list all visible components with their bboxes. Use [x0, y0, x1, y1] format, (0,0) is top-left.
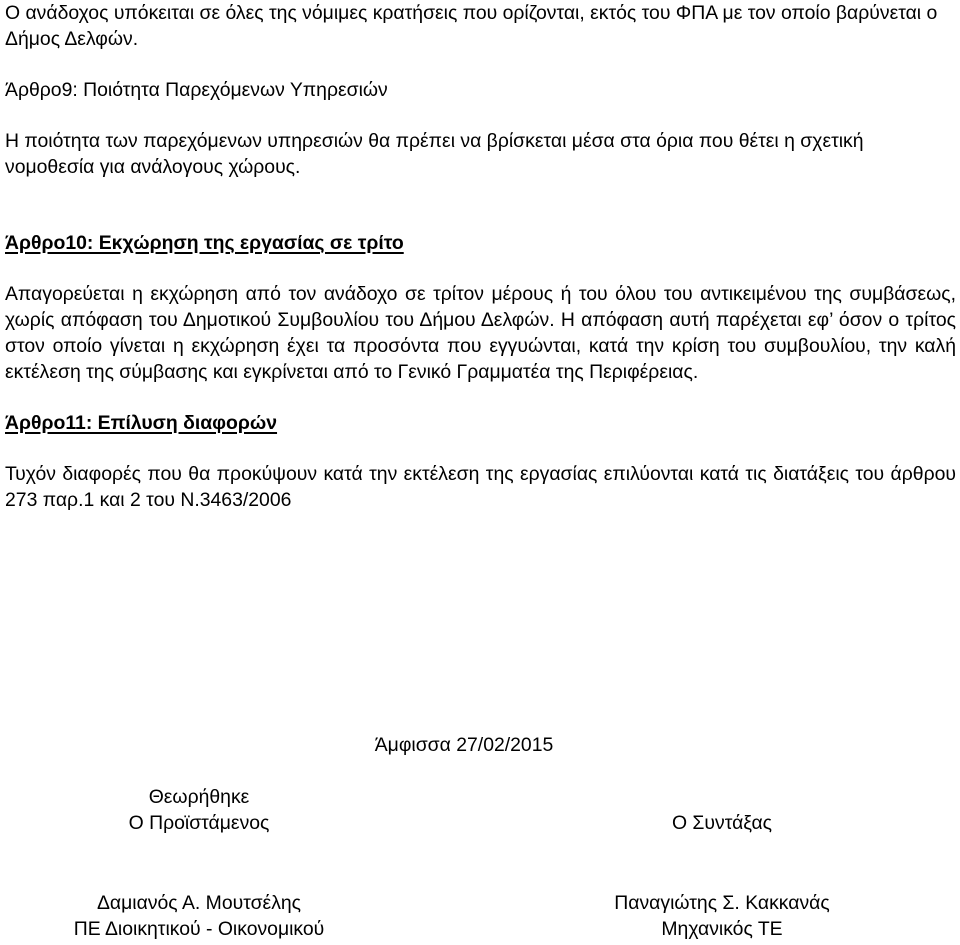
author-name: Παναγιώτης Σ. Κακκανάς [614, 892, 830, 914]
head-name: Δαμιανός Α. Μουτσέλης [96, 892, 302, 914]
author-title: Ο Συντάξας [671, 812, 773, 834]
head-department: ΠΕ Διοικητικού - Οικονομικού [73, 918, 325, 940]
intro-paragraph: Ο ανάδοχος υπόκειται σε όλες της νόμιμες κρατήσεις που ορίζονται, εκτός του ΦΠΑ με τον οποίο βαρύνεται ο Δήμος Δελφών. [5, 2, 938, 50]
article-9-body: Η ποιότητα των παρεχόμενων υπηρεσιών θα πρέπει να βρίσκεται μέσα στα όρια που θέτει η σχετική νομοθεσία για ανάλογους χώρους. [5, 130, 864, 178]
article-11-body: Τυχόν διαφορές που θα προκύψουν κατά την εκτέλεση της εργασίας επιλύονται κατά τις διατάξεις του άρθρου 273 παρ.1 και 2 του Ν.3463/2006 [5, 463, 956, 511]
author-department: Μηχανικός ΤΕ [661, 918, 783, 940]
article-9-title: Άρθρο9: Ποιότητα Παρεχόμενων Υπηρεσιών [5, 79, 388, 101]
head-title: Ο Προϊστάμενος [128, 812, 270, 834]
reviewed-label: Θεωρήθηκε [148, 786, 250, 808]
document-date: Άμφισσα 27/02/2015 [374, 734, 554, 756]
article-11-title: Άρθρο11: Επίλυση διαφορών [5, 412, 278, 434]
article-10-title: Άρθρο10: Εκχώρηση της εργασίας σε τρίτο [5, 232, 404, 254]
article-10-body: Απαγορεύεται η εκχώρηση από τον ανάδοχο σε τρίτον μέρους ή του όλου του αντικειμένου της συμβάσεως, χωρίς απόφαση του Δημοτικού Συμβουλίου του Δήμου Δελφών. Η απόφαση αυτή παρέχεται εφ’ όσον ο τρίτος στον οποίο γίνεται η εκχώρηση έχει τα προσόντα που εγγυώνται, κατά την κρίση του συμβουλίου, την καλή εκτέλεση της σύμβασης και εγκρίνεται από το Γενικό Γραμματέα της Περιφέρειας. [5, 283, 956, 383]
